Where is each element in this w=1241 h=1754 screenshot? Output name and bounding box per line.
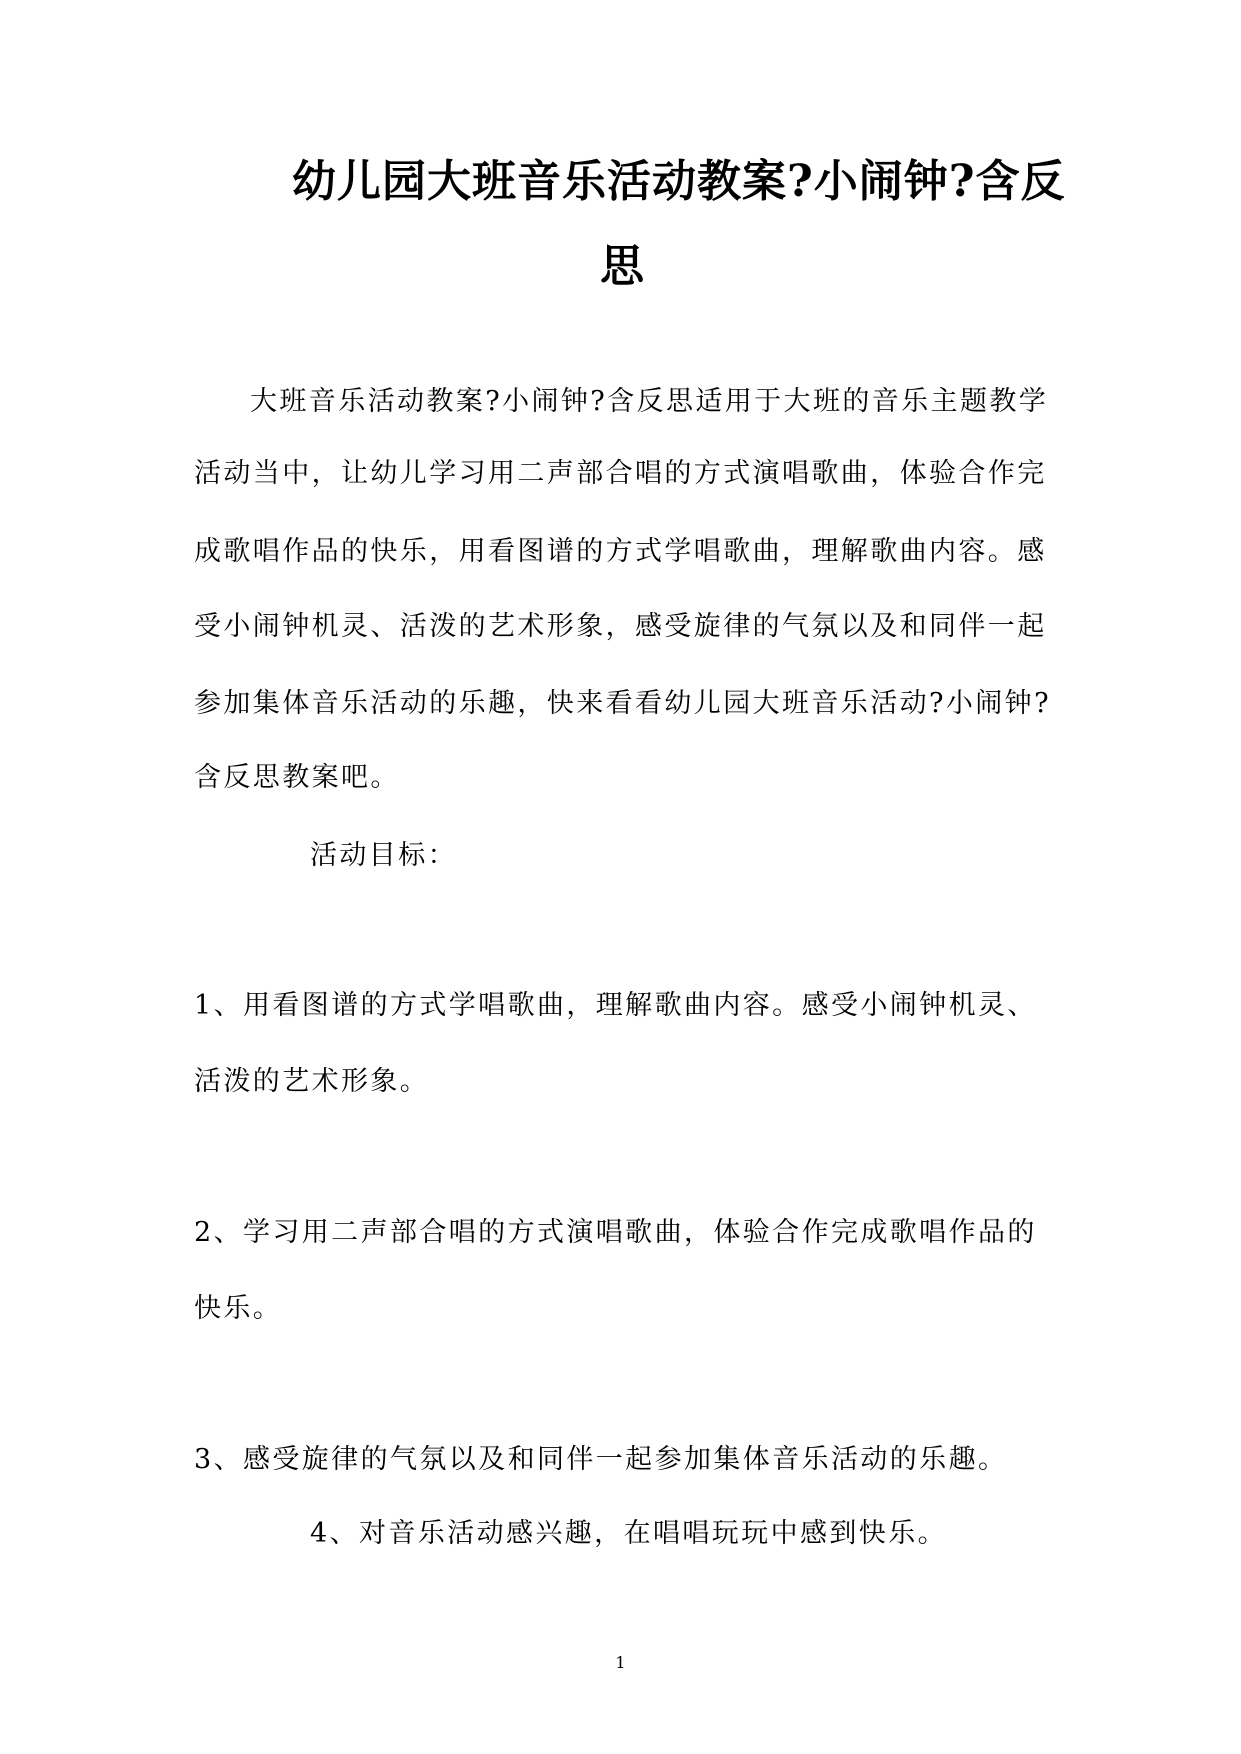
page-number: 1 <box>615 1653 626 1672</box>
intro-paragraph-line-5: 参加集体音乐活动的乐趣，快来看看幼儿园大班音乐活动?小闹钟? <box>194 688 1051 719</box>
intro-paragraph-line-4: 受小闹钟机灵、活泼的艺术形象，感受旋律的气氛以及和同伴一起 <box>194 611 1047 642</box>
goal-2-line-1: 2、学习用二声部合唱的方式演唱歌曲，体验合作完成歌唱作品的 <box>194 1217 1037 1248</box>
goal-1-line-1: 1、用看图谱的方式学唱歌曲，理解歌曲内容。感受小闹钟机灵、 <box>194 990 1037 1021</box>
goals-heading: 活动目标： <box>310 840 457 871</box>
intro-paragraph-line-3: 成歌唱作品的快乐，用看图谱的方式学唱歌曲，理解歌曲内容。感 <box>194 536 1047 567</box>
goal-4: 4、对音乐活动感兴趣，在唱唱玩玩中感到快乐。 <box>310 1518 947 1549</box>
goal-3: 3、感受旋律的气氛以及和同伴一起参加集体音乐活动的乐趣。 <box>194 1444 1008 1475</box>
document-title-line-1: 幼儿园大班音乐活动教案?小闹钟?含反 <box>292 156 1066 207</box>
goal-1-line-2: 活泼的艺术形象。 <box>194 1066 430 1097</box>
intro-paragraph-line-1: 大班音乐活动教案?小闹钟?含反思适用于大班的音乐主题教学 <box>250 386 1049 417</box>
intro-paragraph-line-2: 活动当中，让幼儿学习用二声部合唱的方式演唱歌曲，体验合作完 <box>194 458 1047 489</box>
goal-2-line-2: 快乐。 <box>194 1293 283 1324</box>
document-title-line-2: 思 <box>600 241 645 292</box>
intro-paragraph-line-6: 含反思教案吧。 <box>194 762 400 793</box>
